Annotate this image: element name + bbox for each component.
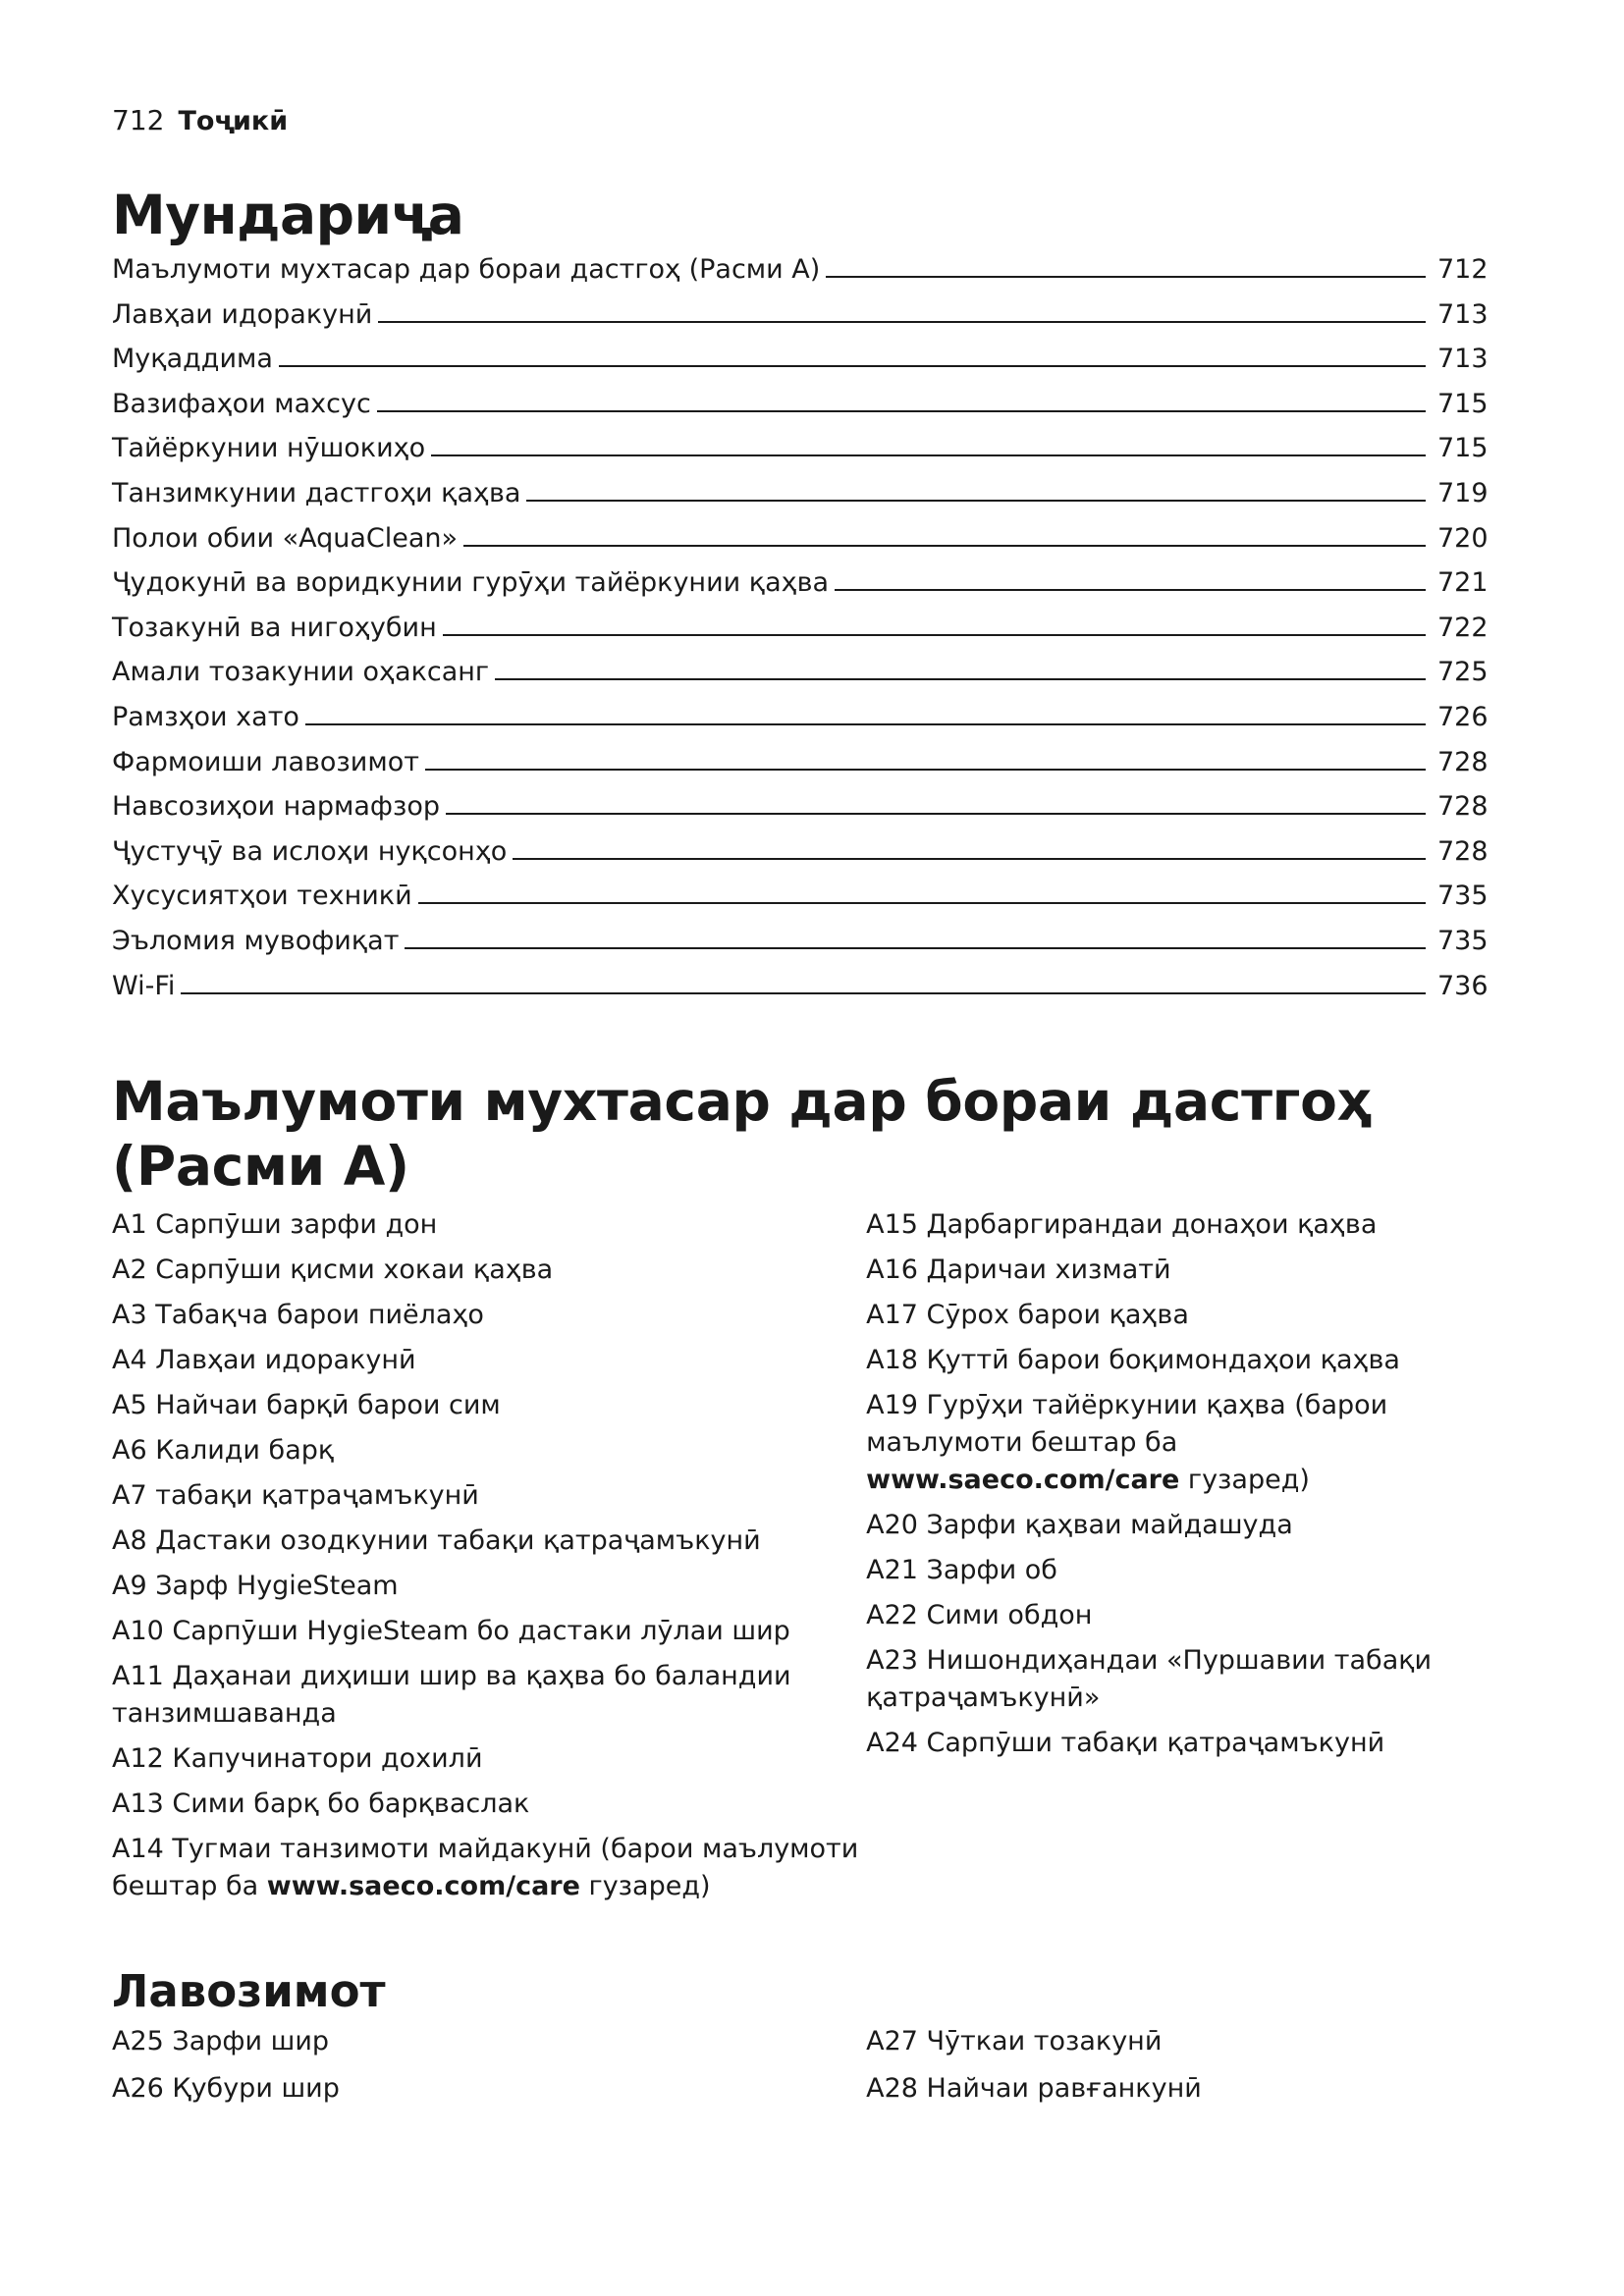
toc-entry[interactable] [112, 337, 1487, 382]
part-item: A8 Дастаки озодкунии табақи қатраҷамъкунӣ [112, 1525, 761, 1557]
toc-entry-title: Муқаддима [112, 344, 273, 375]
toc-leader-line [513, 858, 1426, 860]
toc-entry-title: Wi-Fi [112, 970, 176, 1001]
toc-entry-title: Маълумоти мухтасар дар бораи дастгоҳ (Расми A) [112, 254, 821, 285]
page-header [112, 104, 1487, 143]
accessory-item: A26 Қубури шир [112, 2073, 340, 2105]
language-label: Тоҷикӣ [178, 106, 289, 136]
part-item: A6 Калиди барқ [112, 1435, 335, 1467]
toc-leader-line [279, 365, 1426, 367]
part-item: A16 Даричаи хизматӣ [866, 1255, 1171, 1286]
toc-entry-page: 728 [1437, 835, 1489, 867]
toc-entry-page: 728 [1437, 791, 1489, 823]
accessory-item: A28 Найчаи равғанкунӣ [866, 2073, 1202, 2105]
toc-entry-page: 725 [1437, 657, 1489, 688]
part-item: A9 Зарф HygieSteam [112, 1571, 399, 1602]
part-item: A5 Найчаи барқӣ барои сим [112, 1390, 501, 1421]
part-item: A24 Сарпӯши табақи қатраҷамъкунӣ [866, 1728, 1385, 1759]
toc-entry[interactable] [112, 650, 1487, 695]
toc-entry[interactable] [112, 426, 1487, 471]
part-item-text: A14 Тугмаи танзимоти майдакунӣ (барои маълумоти бештар ба [112, 1834, 859, 1902]
toc-entry-page: 722 [1437, 612, 1489, 643]
toc-entry[interactable] [112, 606, 1487, 651]
part-item-a14 [112, 1831, 866, 1905]
toc-entry-title: Хусусиятҳои техникӣ [112, 881, 412, 912]
part-item: A17 Сӯрох барои қаҳва [866, 1300, 1189, 1331]
accessories-title: Лавозимот [112, 1965, 386, 2018]
toc-entry-title: Ҷустуҷӯ ва ислоҳи нуқсонҳо [112, 835, 508, 867]
part-item: A13 Сими барқ бо барқваслак [112, 1789, 530, 1820]
part-item: A21 Зарфи об [866, 1555, 1057, 1586]
toc-entry-title: Полои обии «AquaClean» [112, 522, 459, 554]
toc-leader-line [425, 769, 1426, 771]
part-item: A10 Сарпӯши HygieSteam бо дастаки лӯлаи шир [112, 1616, 790, 1647]
toc-leader-line [378, 321, 1426, 323]
toc-leader-line [305, 723, 1426, 725]
toc-title: Мундариҷа [112, 184, 464, 246]
toc-entry-title: Ҷудокунӣ ва воридкунии гурӯҳи тайёркунии қаҳва [112, 567, 830, 599]
toc-entry-title: Тайёркунии нӯшокиҳо [112, 433, 426, 464]
toc-leader-line [418, 902, 1426, 904]
toc-leader-line [826, 276, 1426, 278]
part-item: A22 Сими обдон [866, 1600, 1093, 1631]
care-link[interactable]: www.saeco.com/care [266, 1871, 580, 1902]
toc-entry[interactable] [112, 382, 1487, 427]
toc-entry-page: 721 [1437, 567, 1489, 599]
toc-entry-page: 715 [1437, 388, 1489, 419]
part-item: A20 Зарфи қаҳваи майдашуда [866, 1510, 1293, 1541]
toc-leader-line [181, 992, 1426, 994]
toc-entry-title: Лавҳаи идоракунӣ [112, 298, 373, 330]
toc-entry-page: 719 [1437, 477, 1489, 508]
toc-entry-page: 712 [1437, 254, 1489, 285]
part-item: A2 Сарпӯши қисми хокаи қаҳва [112, 1255, 554, 1286]
care-link[interactable]: www.saeco.com/care [866, 1465, 1180, 1496]
overview-title: Маълумоти мухтасар дар бораи дастгоҳ (Расми A) [112, 1070, 1372, 1199]
toc-entry[interactable] [112, 293, 1487, 338]
toc-entry[interactable] [112, 247, 1487, 293]
toc-entry[interactable] [112, 516, 1487, 561]
toc-entry-title: Тозакунӣ ва нигоҳубин [112, 612, 437, 643]
toc-entry-title: Танзимкунии дастгоҳи қаҳва [112, 477, 521, 508]
accessories-columns [112, 2023, 1487, 2117]
part-item: A1 Сарпӯши зарфи дон [112, 1209, 438, 1241]
page-number: 712 [112, 104, 165, 136]
part-item-text: гузаред) [579, 1871, 711, 1902]
toc-entry-title: Фармоиши лавозимот [112, 746, 419, 777]
toc-leader-line [377, 410, 1426, 412]
toc-entry-page: 715 [1437, 433, 1489, 464]
part-item-a19 [866, 1387, 1487, 1499]
toc-leader-line [835, 589, 1426, 591]
toc-entry-title: Рамзҳои хато [112, 701, 299, 732]
toc-entry-page: 726 [1437, 701, 1489, 732]
toc-entry[interactable] [112, 740, 1487, 785]
part-item-text: гузаред) [1179, 1465, 1310, 1496]
part-item-text: A19 Гурӯҳи тайёркунии қаҳва (барои маълумоти бештар ба [866, 1390, 1388, 1459]
toc-entry-title: Вазифаҳои махсус [112, 388, 371, 419]
toc-entry-title: Эъломия мувофиқат [112, 925, 400, 956]
part-item: A3 Табақча барои пиёлаҳо [112, 1300, 484, 1331]
toc-entry-page: 736 [1437, 970, 1489, 1001]
part-item: A7 табақи қатраҷамъкунӣ [112, 1480, 479, 1512]
toc-entry-page: 728 [1437, 746, 1489, 777]
accessory-item: A27 Чӯткаи тозакунӣ [866, 2026, 1163, 2057]
toc-entry[interactable] [112, 695, 1487, 740]
table-of-contents [112, 247, 1487, 1008]
part-item: A12 Капучинатори дохилӣ [112, 1743, 483, 1775]
toc-entry[interactable] [112, 874, 1487, 919]
toc-entry-page: 713 [1437, 298, 1489, 330]
part-item: A23 Нишондиҳандаи «Пуршавии табақи қатраҷамъкунӣ» [866, 1645, 1433, 1714]
toc-entry[interactable] [112, 561, 1487, 606]
toc-entry-page: 713 [1437, 344, 1489, 375]
toc-leader-line [431, 454, 1426, 456]
toc-entry[interactable] [112, 829, 1487, 875]
part-item: A4 Лавҳаи идоракунӣ [112, 1345, 416, 1376]
overview-columns [112, 1206, 1487, 1913]
part-item: A18 Қуттӣ барои боқимондаҳои қаҳва [866, 1345, 1400, 1376]
accessory-item: A25 Зарфи шир [112, 2026, 330, 2057]
toc-leader-line [405, 947, 1426, 949]
manual-page [112, 104, 1487, 2117]
overview-left-column [112, 1206, 866, 1913]
accessories-right-column [866, 2023, 1487, 2117]
toc-entry[interactable] [112, 784, 1487, 829]
toc-entry[interactable] [112, 964, 1487, 1009]
toc-entry-page: 735 [1437, 925, 1489, 956]
overview-right-column [866, 1206, 1487, 1913]
toc-leader-line [526, 500, 1426, 502]
toc-entry-title: Амали тозакунии оҳаксанг [112, 657, 490, 688]
toc-entry-page: 720 [1437, 522, 1489, 554]
part-item: A11 Даҳанаи диҳиши шир ва қаҳва бо баландии танзимшаванда [112, 1661, 791, 1730]
toc-leader-line [463, 545, 1426, 547]
toc-entry-title: Навсозиҳои нармафзор [112, 791, 441, 823]
toc-leader-line [495, 678, 1426, 680]
accessories-left-column [112, 2023, 866, 2117]
toc-entry-page: 735 [1437, 881, 1489, 912]
toc-entry[interactable] [112, 919, 1487, 964]
toc-entry[interactable] [112, 471, 1487, 516]
toc-leader-line [443, 634, 1426, 636]
part-item: A15 Дарбаргирандаи донаҳои қаҳва [866, 1209, 1378, 1241]
toc-leader-line [446, 813, 1426, 815]
